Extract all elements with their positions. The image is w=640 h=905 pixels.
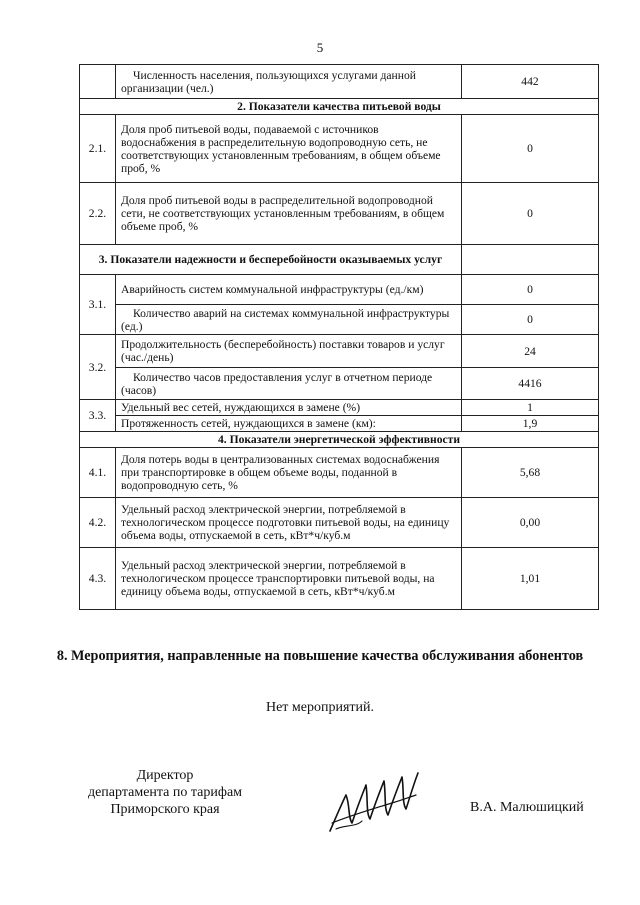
indicator-text: Аварийность систем коммунальной инфраструктуры (ед./км) [116, 275, 462, 305]
table-row [80, 368, 599, 400]
population-text: Численность населения, пользующихся услугами данной организации (чел.) [116, 65, 462, 99]
indicator-value: 0 [462, 305, 599, 335]
signatory-name: В.А. Малюшицкий [470, 800, 584, 815]
indicator-text: Доля проб питьевой воды в распределительной водопроводной сети, не соответствующих установленным требованиям, в общем объеме проб, % [116, 183, 462, 245]
table-row [80, 498, 599, 548]
indicator-text: Количество часов предоставления услуг в отчетном периоде (часов) [116, 368, 462, 400]
row-number: 3.1. [80, 275, 116, 335]
indicator-text: Доля проб питьевой воды, подаваемой с источников водоснабжения в распределительную водопроводную сеть, не соответствующих установленным требованиям, в общем объеме проб, % [116, 115, 462, 183]
indicator-text: Протяженность сетей, нуждающихся в замене (км): [116, 416, 462, 432]
indicator-text: Удельный вес сетей, нуждающихся в замене (%) [116, 400, 462, 416]
indicator-value: 4416 [462, 368, 599, 400]
indicator-value: 1 [462, 400, 599, 416]
population-value: 442 [462, 65, 599, 99]
table-row [80, 275, 599, 305]
table-row [80, 448, 599, 498]
table-row [80, 548, 599, 610]
signatory-title-line: Директор [136, 768, 194, 783]
indicator-value: 0 [462, 183, 599, 245]
row-number: 3.3. [80, 400, 116, 432]
table-row [80, 416, 599, 432]
table-row [80, 183, 599, 245]
section-header-row [80, 432, 599, 448]
row-number-cell [80, 65, 116, 99]
indicator-value: 0 [462, 115, 599, 183]
section-3-title: 3. Показатели надежности и бесперебойности оказываемых услуг [80, 245, 462, 275]
row-number: 2.2. [80, 183, 116, 245]
row-number: 4.3. [80, 548, 116, 610]
indicator-text: Удельный расход электрической энергии, потребляемой в технологическом процессе транспортировки питьевой воды, на единицу объема воды, отпускаемой в сеть, кВт*ч/куб.м [116, 548, 462, 610]
section-header-row [80, 99, 599, 115]
indicator-value: 1,9 [462, 416, 599, 432]
table-row [80, 65, 599, 99]
section-8-heading: 8. Мероприятия, направленные на повышение качества обслуживания абонентов [56, 648, 584, 664]
indicator-value: 5,68 [462, 448, 599, 498]
row-number: 3.2. [80, 335, 116, 400]
row-number: 4.2. [80, 498, 116, 548]
section-header-row [80, 245, 599, 275]
indicator-value: 24 [462, 335, 599, 368]
indicator-text: Количество аварий на системах коммунальной инфраструктуры (ед.) [116, 305, 462, 335]
row-number: 2.1. [80, 115, 116, 183]
table-row [80, 115, 599, 183]
page-number: 5 [316, 40, 324, 55]
table-row [80, 305, 599, 335]
table-row [80, 335, 599, 368]
indicators-table [79, 64, 599, 610]
row-number: 4.1. [80, 448, 116, 498]
indicator-value: 0,00 [462, 498, 599, 548]
indicator-value: 1,01 [462, 548, 599, 610]
empty-cell [462, 245, 599, 275]
section-4-title: 4. Показатели энергетической эффективности [80, 432, 599, 448]
table-row [80, 400, 599, 416]
section-2-title: 2. Показатели качества питьевой воды [80, 99, 599, 115]
no-measures-text: Нет мероприятий. [265, 700, 375, 715]
signatory-title [60, 767, 270, 818]
signatory-title-line: Приморского края [110, 802, 220, 817]
signatory-title-line: департамента по тарифам [87, 785, 243, 800]
indicator-value: 0 [462, 275, 599, 305]
indicator-text: Продолжительность (бесперебойность) поставки товаров и услуг (час./день) [116, 335, 462, 368]
indicator-text: Удельный расход электрической энергии, потребляемой в технологическом процессе подготовки питьевой воды, на единицу объема воды, отпускаемой в сеть, кВт*ч/куб.м [116, 498, 462, 548]
indicator-text: Доля потерь воды в централизованных системах водоснабжения при транспортировке в общем объеме воды, поданной в водопроводную сеть, % [116, 448, 462, 498]
handwritten-signature [322, 765, 422, 835]
